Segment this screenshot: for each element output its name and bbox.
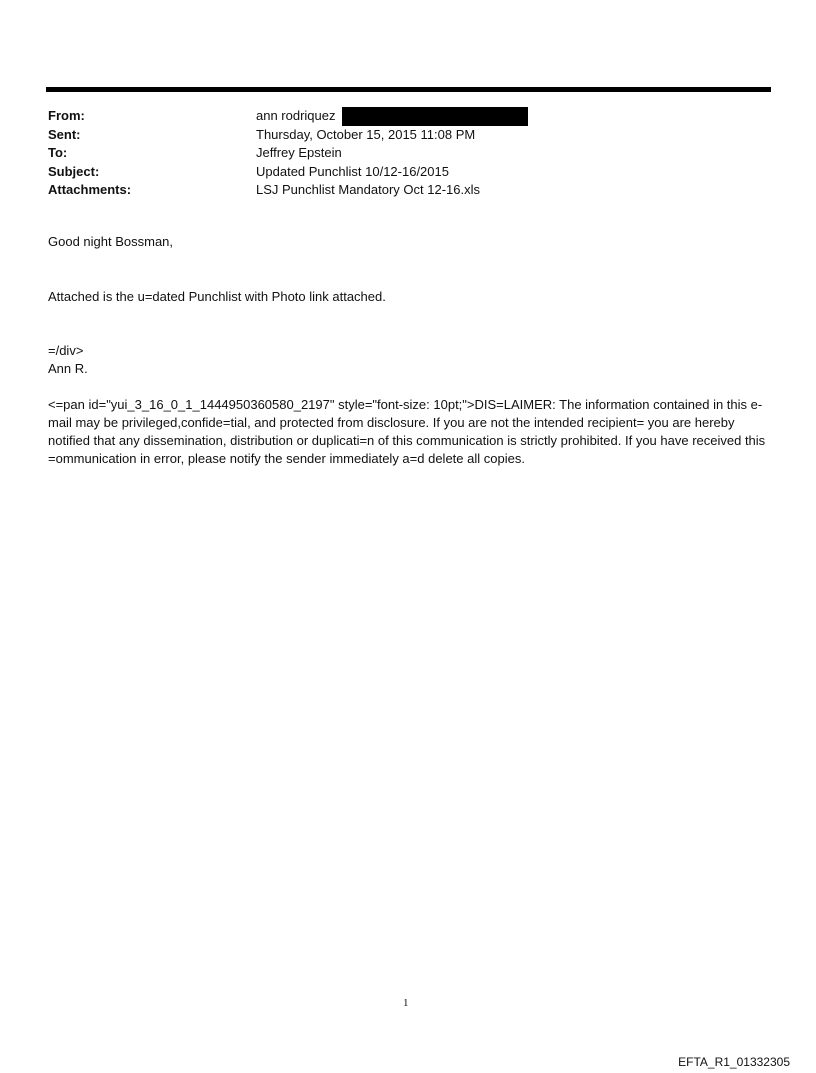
div-artifact: =/div>: [48, 343, 84, 358]
attachments-label: Attachments:: [48, 182, 132, 197]
disclaimer: <=pan id="yui_3_16_0_1_1444950360580_2197" style="font-size: 10pt;">DIS=LAIMER: The information contained in this e-mail may be privileged,confide=tial, and protected from disclosure. If you are not the intended recipient= you are hereby notified that any dissemination, distribution or duplicati=n of this communication is strictly prohibited. If you have received this =ommunication in error, please notify the sender immediately a=d delete all copies.: [48, 397, 766, 466]
from-label: From:: [48, 108, 85, 123]
to-label: To:: [48, 145, 68, 160]
email-header: [48, 107, 748, 200]
from-row: [48, 107, 748, 126]
subject-row: [48, 163, 748, 182]
page-number: 1: [403, 997, 409, 1009]
to-value: Jeffrey Epstein: [256, 145, 342, 160]
redaction-block: [342, 107, 528, 126]
from-value: ann rodriquez: [256, 108, 336, 123]
message-line: Attached is the u=dated Punchlist with Photo link attached.: [48, 289, 386, 304]
attachment-filename: LSJ Punchlist Mandatory Oct 12-16.xls: [256, 182, 480, 197]
to-row: [48, 144, 748, 163]
header-divider: [46, 87, 771, 92]
subject-value: Updated Punchlist 10/12-16/2015: [256, 163, 449, 179]
subject-label: Subject:: [48, 163, 100, 179]
signature: Ann R.: [48, 361, 88, 376]
attachments-row: [48, 181, 748, 200]
bates-number: EFTA_R1_01332305: [678, 1055, 790, 1069]
sent-value: Thursday, October 15, 2015 11:08 PM: [256, 126, 476, 142]
greeting: Good night Bossman,: [48, 234, 174, 249]
sent-row: [48, 126, 748, 145]
sent-label: Sent:: [48, 126, 81, 142]
